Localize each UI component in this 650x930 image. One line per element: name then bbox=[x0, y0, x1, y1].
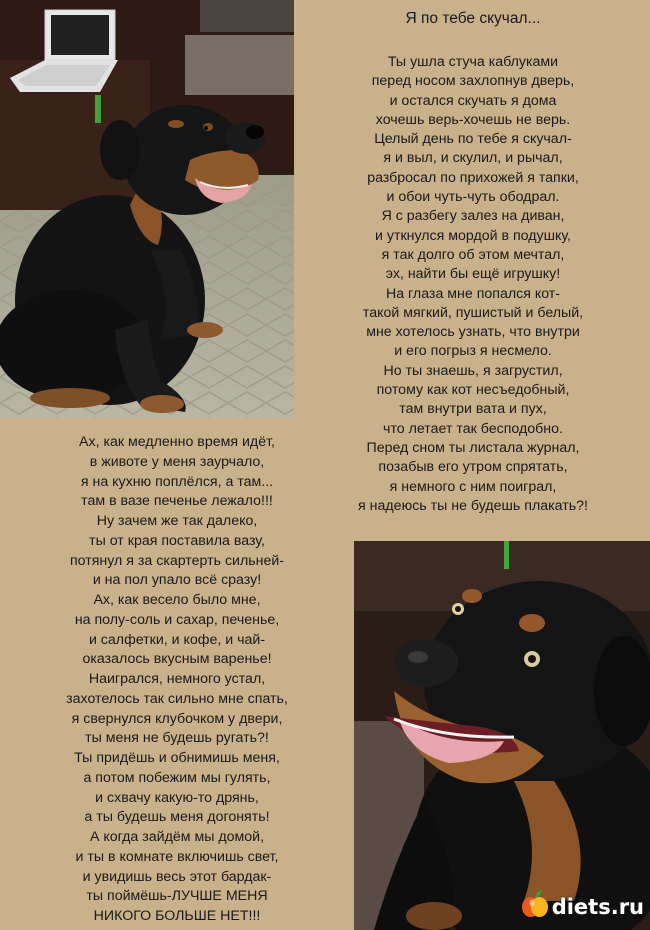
poem-line: эх, найти бы ещё игрушку! bbox=[385, 266, 561, 283]
poem-line: там в вазе печенье лежало!!! bbox=[81, 493, 273, 510]
poem-title: Я по тебе скучал... bbox=[405, 10, 541, 27]
poem-line: и на пол упало всё сразу! bbox=[92, 572, 262, 589]
photo-dog-sitting bbox=[0, 0, 294, 418]
poem-line: Ну зачем же так далеко, bbox=[96, 513, 258, 529]
poem-line: Наигрался, немного устал, bbox=[88, 671, 266, 687]
poem-line: Я с разбегу залез на диван, bbox=[381, 208, 565, 225]
poem-line: а ты будешь меня догонять! bbox=[84, 809, 270, 826]
poem-line: хочешь верь-хочешь не верь. bbox=[375, 111, 571, 128]
poem-line: и ты в комнате включишь свет, bbox=[75, 848, 279, 865]
poem-line: Но ты знаешь, я загрустил, bbox=[383, 362, 563, 379]
poem-line: Ах, как медленно время идёт, bbox=[79, 434, 275, 450]
poem-line: и схвачу какую-то дрянь, bbox=[95, 789, 259, 806]
poem-line: и его погрыз я несмело. bbox=[394, 343, 552, 360]
poem-line: захотелось так сильно мне спать, bbox=[66, 690, 288, 707]
poem-line: там внутри вата и пух, bbox=[399, 401, 547, 418]
poem-line: я так долго об этом мечтал, bbox=[381, 246, 565, 263]
poem-line: я и выл, и скулил, и рычал, bbox=[383, 150, 563, 167]
poem-line: на полу-соль и сахар, печенье, bbox=[74, 611, 280, 628]
poem-line: ты меня не будешь ругать?! bbox=[85, 730, 269, 747]
poem-line: Ты ушла стуча каблуками bbox=[387, 54, 559, 70]
poem-line: и салфетки, и кофе, и чай- bbox=[88, 631, 266, 648]
poem-line: оказалось вкусным варенье! bbox=[82, 651, 272, 668]
poem-line: Ты придёшь и обнимишь меня, bbox=[74, 750, 280, 766]
poem-line: позабыв его утром спрятать, bbox=[378, 459, 568, 476]
poem-stanza-left bbox=[0, 433, 354, 927]
poem-line: и остался скучать я дома bbox=[389, 92, 557, 109]
poem-line: НИКОГО БОЛЬШЕ НЕТ!!! bbox=[93, 908, 261, 924]
poem-line: ты поймёшь-ЛУЧШЕ МЕНЯ bbox=[86, 888, 268, 905]
poem-line: что летает так бесподобно. bbox=[383, 420, 563, 437]
watermark bbox=[521, 889, 644, 924]
apple-icon bbox=[521, 889, 549, 924]
poem-line: я свернулся клубочком у двери, bbox=[71, 710, 283, 727]
poem-line: На глаза мне попался кот- bbox=[385, 285, 561, 302]
poem-line: я на кухню поплёлся, а там... bbox=[80, 473, 274, 490]
poem-line: а потом побежим мы гулять, bbox=[83, 769, 271, 786]
poem-line: потянул я за скартерть сильней- bbox=[69, 552, 285, 569]
poem-line: такой мягкий, пушистый и белый, bbox=[362, 304, 584, 321]
watermark-text: diets.ru bbox=[551, 894, 644, 919]
poem-line: мне хотелось узнать, что внутри bbox=[366, 324, 580, 341]
poem-line: я надеюсь ты не будешь плакать?! bbox=[358, 497, 588, 514]
poem-line: и увидишь весь этот бардак- bbox=[82, 868, 272, 885]
poem-line: Ах, как весело было мне, bbox=[93, 592, 261, 608]
poem-line: потому как кот несъедобный, bbox=[376, 382, 570, 399]
poem-line: и обои чуть-чуть ободрал. bbox=[386, 189, 560, 206]
poem-line: и уткнулся мордой в подушку, bbox=[375, 227, 571, 244]
poem-line: разбросал по прихожей я тапки, bbox=[367, 169, 579, 186]
poem-line: ты от края поставила вазу, bbox=[89, 532, 265, 549]
poem-line: я немного с ним поиграл, bbox=[389, 478, 557, 495]
poem-line: А когда зайдём мы домой, bbox=[89, 829, 265, 845]
poem-line: Целый день по тебе я скучал- bbox=[374, 131, 572, 148]
photo-dog-closeup bbox=[354, 541, 650, 930]
poem-line: Перед сном ты листала журнал, bbox=[366, 439, 580, 456]
poem-line: в животе у меня заурчало, bbox=[89, 453, 265, 470]
poem-line: перед носом захлопнув дверь, bbox=[371, 73, 575, 90]
